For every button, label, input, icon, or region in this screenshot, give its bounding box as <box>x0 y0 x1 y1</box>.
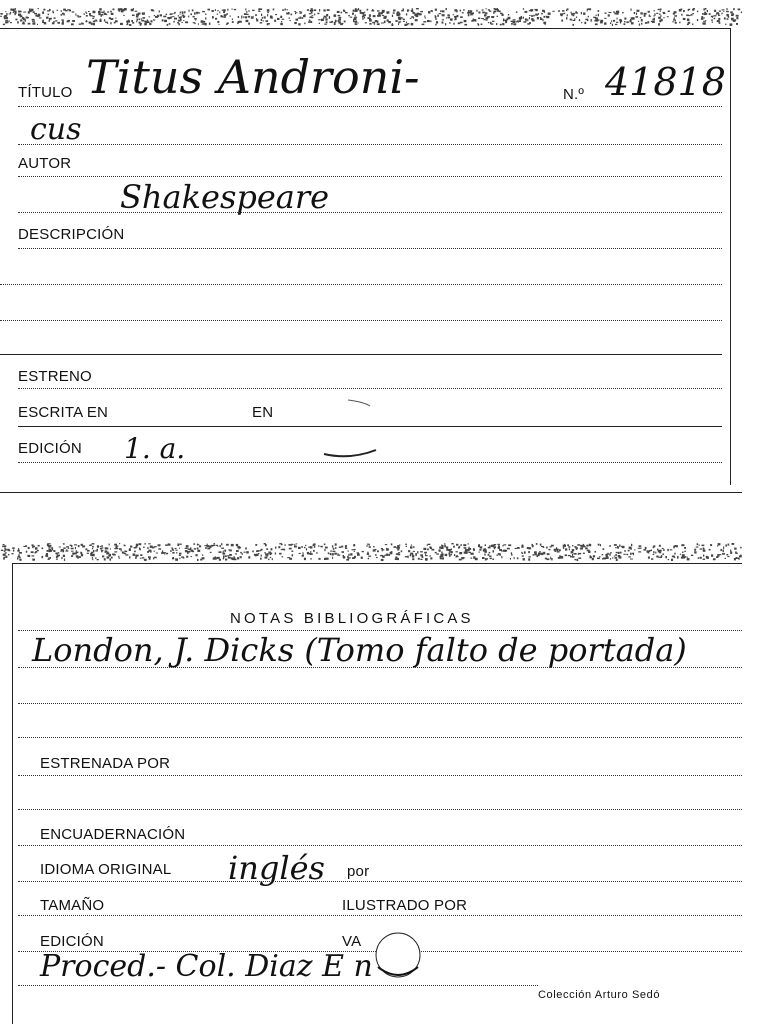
punch-hole <box>318 396 382 458</box>
rule-descripcion-3 <box>0 320 722 321</box>
rule-autor <box>18 176 722 177</box>
rule-tamano <box>18 915 742 916</box>
label-por: por <box>347 863 370 880</box>
handwritten-title-line2: cus <box>30 112 82 147</box>
handwritten-provenance: Proced.- Col. Diaz E n <box>40 949 373 984</box>
rule-procedencia <box>18 985 538 986</box>
rule-notas-3 <box>18 703 742 704</box>
card-top-edge-texture <box>0 8 742 26</box>
rule-estrenada <box>18 775 742 776</box>
label-edicion: EDICIÓN <box>18 440 82 457</box>
label-tamano: TAMAÑO <box>40 897 105 914</box>
rule-descripcion-end <box>0 354 722 355</box>
rule-descripcion-2 <box>0 284 722 285</box>
rule-titulo-2 <box>18 144 722 145</box>
label-autor: AUTOR <box>18 155 72 172</box>
handwritten-language: inglés <box>228 849 325 887</box>
rule-notas-2 <box>18 667 742 668</box>
card-top-bottom-edge <box>0 492 742 493</box>
label-notas-bibliograficas: NOTAS BIBLIOGRÁFICAS <box>230 610 474 627</box>
handwritten-title-line1: Titus Androni- <box>86 50 420 104</box>
collection-credit: Colección Arturo Sedó <box>538 989 661 1001</box>
label-ilustrado-por: ILUSTRADO POR <box>342 897 468 914</box>
label-encuadernacion: ENCUADERNACIÓN <box>40 826 186 843</box>
rule-titulo <box>18 106 722 107</box>
rule-edicion <box>18 462 722 463</box>
label-estreno: ESTRENO <box>18 368 92 385</box>
handwritten-number: 41818 <box>605 60 726 104</box>
label-descripcion: DESCRIPCIÓN <box>18 226 125 243</box>
label-numero: N.º <box>563 86 585 103</box>
label-idioma-original: IDIOMA ORIGINAL <box>40 861 172 878</box>
catalog-card-bottom <box>0 543 742 1023</box>
rule-idioma <box>18 881 742 882</box>
rule-notas-4 <box>18 737 742 738</box>
rule-encuadernacion <box>18 845 742 846</box>
handwritten-notes: London, J. Dicks (Tomo falto de portada) <box>32 631 687 669</box>
catalog-card-top <box>0 8 742 492</box>
rule-estreno <box>18 388 722 389</box>
label-edicion-2: EDICIÓN <box>40 933 104 950</box>
handwritten-author: Shakespeare <box>120 178 330 216</box>
rule-descripcion-1 <box>18 248 722 249</box>
rule-estrenada-2 <box>18 809 742 810</box>
label-va: VA <box>342 933 362 950</box>
handwritten-edition: 1. a. <box>124 432 186 465</box>
punch-hole-bottom <box>374 927 422 993</box>
label-en: EN <box>252 404 274 421</box>
label-titulo: TÍTULO <box>18 84 73 101</box>
label-estrenada-por: ESTRENADA POR <box>40 755 171 772</box>
rule-autor-2 <box>18 212 722 213</box>
card-bottom-edge-texture <box>0 543 742 561</box>
label-escrita-en: ESCRITA EN <box>18 404 109 421</box>
